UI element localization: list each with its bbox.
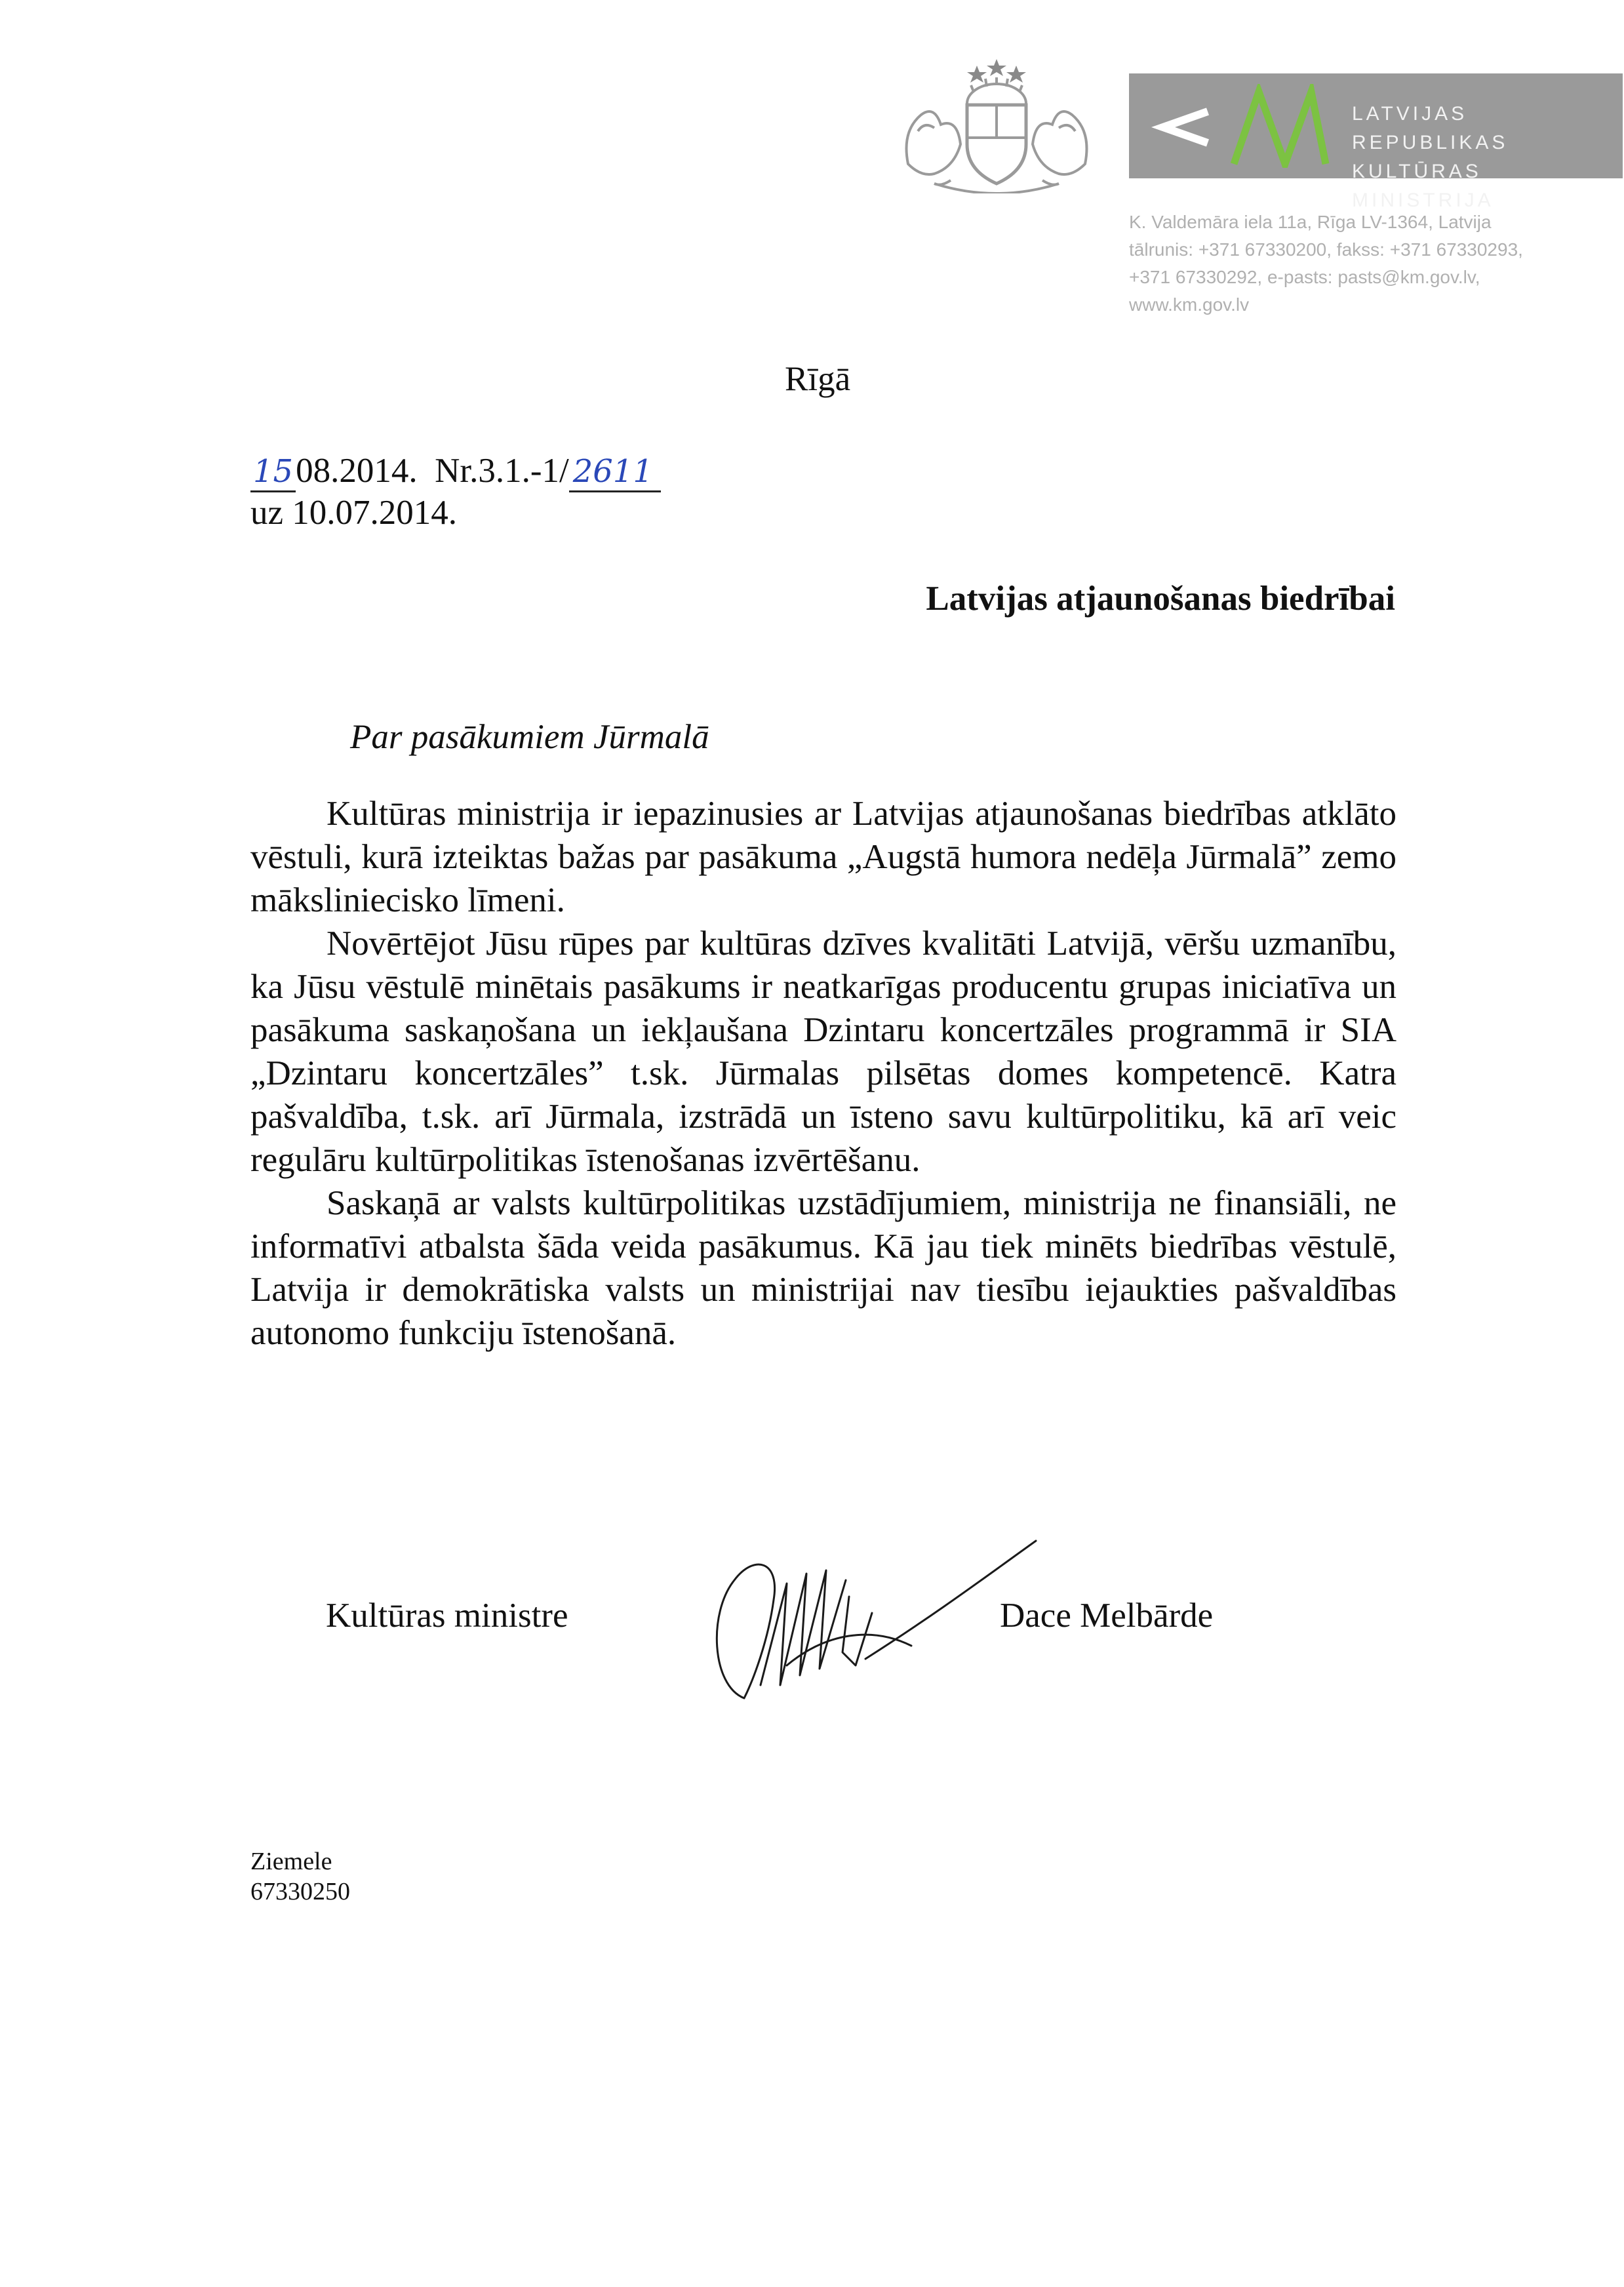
- handwritten-number: 2611: [572, 453, 653, 490]
- subject-line: Par pasākumiem Jūrmalā: [350, 718, 709, 756]
- contact-website: www.km.gov.lv: [1129, 294, 1250, 315]
- number-field: [569, 451, 661, 492]
- letter-body: [250, 792, 1396, 1355]
- reference-date: uz 10.07.2014.: [250, 494, 458, 532]
- printed-date: 08.2014.: [296, 452, 418, 490]
- contact-phone: tālrunis: +371 67330200, fakss: +371 67330293,: [1129, 239, 1523, 260]
- handwritten-signature: [682, 1534, 1049, 1711]
- body-paragraph: Saskaņā ar valsts kultūrpolitikas uzstādījumiem, ministrija ne finansiāli, ne informatīvi atbalsta šāda veida pasākumus. Kā jau tiek minēts biedrības vēstulē, Latvija ir demokrātiska valsts un ministrijai nav tiesību iejaukties pašvaldības autonomo funkciju īstenošanā.: [250, 1184, 1396, 1352]
- signatory-title: Kultūras ministre: [326, 1597, 568, 1635]
- banner-line: LATVIJAS REPUBLIKAS: [1352, 103, 1509, 153]
- place-of-issue: Rīgā: [785, 360, 851, 398]
- date-day-field: [250, 451, 296, 492]
- preparer-name: Ziemele: [250, 1848, 332, 1875]
- document-number-line: [250, 451, 661, 492]
- ministry-contacts: [1129, 209, 1614, 319]
- preparer-phone: 67330250: [250, 1878, 350, 1905]
- number-prefix: Nr.3.1.-1/: [435, 452, 569, 490]
- preparer-info: [250, 1846, 350, 1907]
- ministry-banner: [1129, 73, 1623, 211]
- ministry-name: [1352, 100, 1623, 215]
- contact-email: +371 67330292, e-pasts: pasts@km.gov.lv,: [1129, 267, 1480, 287]
- addressee: Latvijas atjaunošanas biedrībai: [926, 580, 1395, 618]
- banner-line: KULTŪRAS MINISTRIJA: [1352, 161, 1494, 211]
- handwritten-day: 15: [253, 453, 294, 490]
- coat-of-arms-icon: [895, 52, 1098, 193]
- ministry-logo-icon: [1149, 84, 1339, 168]
- contact-address: K. Valdemāra iela 11a, Rīga LV-1364, Latvija: [1129, 212, 1492, 232]
- body-paragraph: Kultūras ministrija ir iepazinusies ar Latvijas atjaunošanas biedrības atklāto vēstuli, kurā izteiktas bažas par pasākuma „Augstā humora nedēļa Jūrmalā” zemo mākslinieciskо līmeni.: [250, 795, 1396, 919]
- body-paragraph: Novērtējot Jūsu rūpes par kultūras dzīves kvalitāti Latvijā, vēršu uzmanību, ka Jūsu vēstulē minētais pasākums ir neatkarīgas producentu grupas iniciatīva un pasākuma saskaņošana un iekļaušana Dzintaru koncertzāles programmā ir SIA „Dzintaru koncertzāles” t.sk. Jūrmalas pilsētas domes kompetencē. Katra pašvaldība, t.sk. arī Jūrmala, izstrādā un īsteno savu kultūrpolitiku, kā arī veic regulāru kultūrpolitikas īstenošanas izvērtēšanu.: [250, 925, 1396, 1179]
- signatory-name: Dace Melbārde: [1000, 1597, 1214, 1635]
